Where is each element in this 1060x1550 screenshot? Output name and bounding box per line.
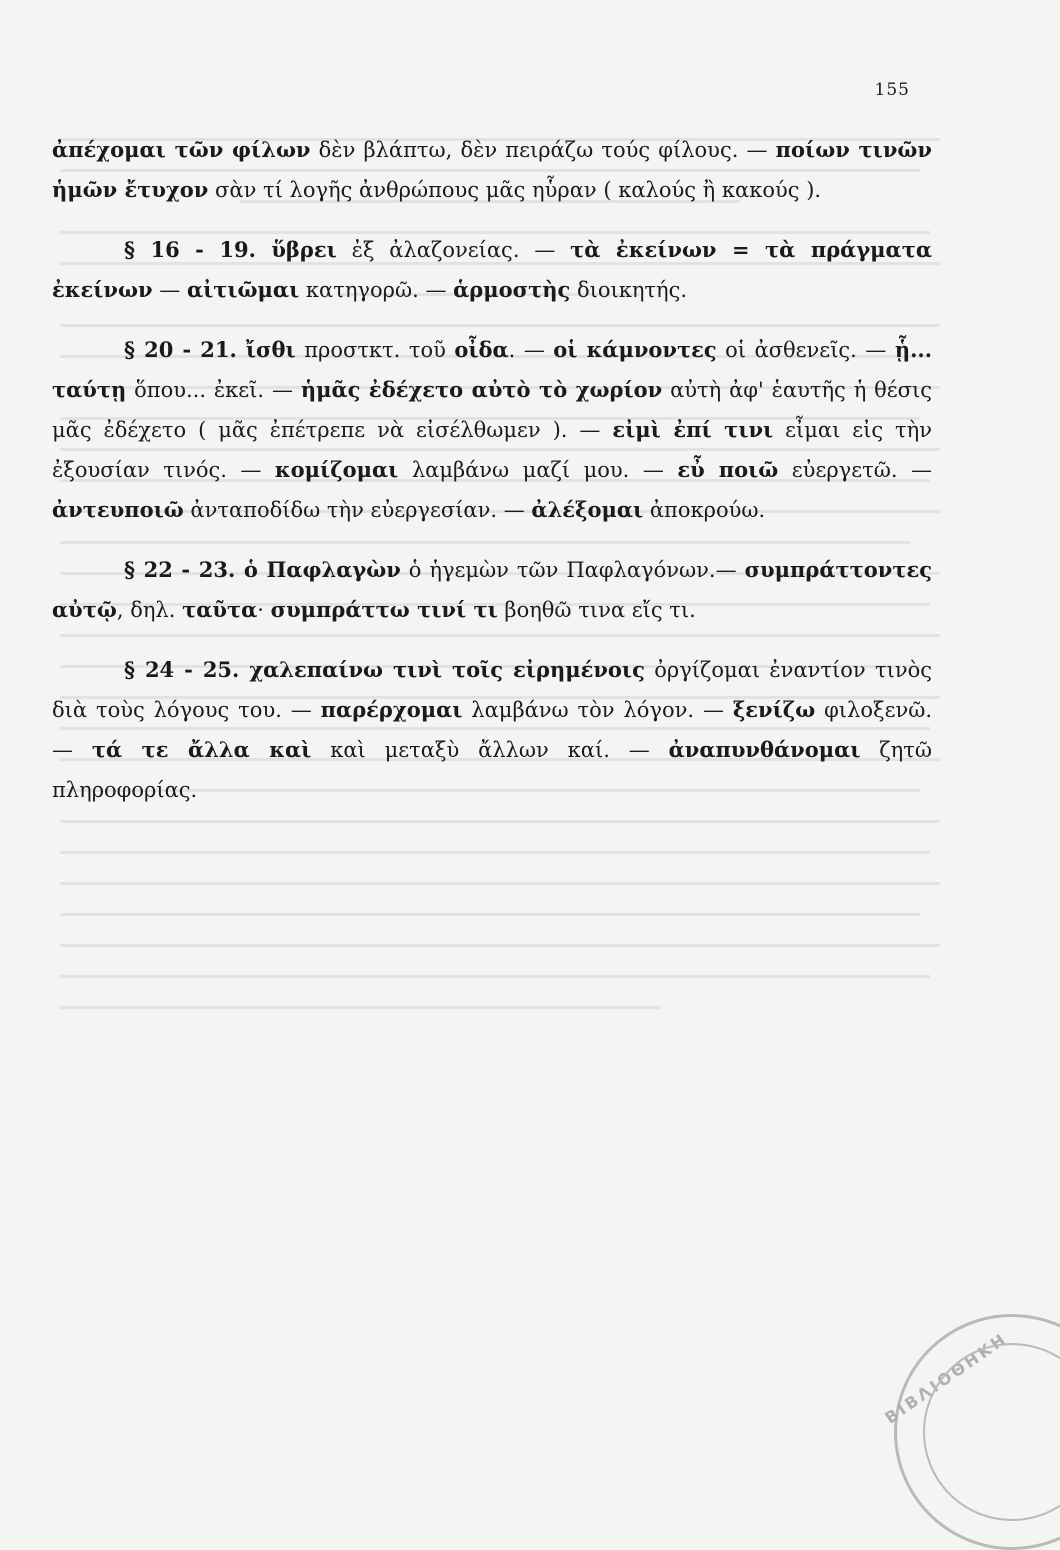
gloss-text: καὶ μεταξὺ ἄλλων καί. —	[311, 738, 669, 762]
bold-lemma: ποίων τινῶν ἡμῶν ἔτυχον	[52, 137, 932, 202]
bold-lemma: εὖ ποιῶ	[677, 457, 779, 482]
gloss-text: διοικητής.	[570, 278, 688, 302]
bold-lemma: ἡμᾶς ἐδέχετο αὐτὸ τὸ χωρίον	[300, 377, 663, 402]
gloss-text: ζητῶ πληροφορίας.	[52, 738, 932, 802]
stamp-lettering: ΒΙΒΛΙΟΘΗΚΗ	[881, 1328, 1012, 1428]
bold-lemma: ὁ Παφλαγὼν	[243, 557, 401, 582]
gloss-text: , δηλ.	[116, 598, 183, 622]
gloss-text: λαμβάνω τὸν λόγον. —	[462, 698, 733, 722]
bold-lemma: τά τε ἄλλα καὶ	[91, 737, 312, 762]
bold-lemma: ἀλέξομαι	[531, 497, 644, 522]
bold-lemma: ἴσθι	[245, 337, 296, 362]
bold-lemma: ταῦτα	[182, 597, 258, 622]
bold-lemma: συμπράττοντες αὐτῷ	[52, 557, 933, 622]
gloss-text: κατηγορῶ. —	[299, 278, 454, 302]
paragraph	[52, 230, 932, 310]
paragraph	[52, 130, 932, 210]
gloss-text: . —	[508, 338, 554, 362]
gloss-text: ὀργίζομαι ἐναντίον τινὸς διὰ τοὺς λόγους του. —	[52, 658, 933, 722]
commentary-text	[52, 130, 932, 830]
library-stamp	[881, 1314, 1060, 1550]
paragraph	[52, 330, 932, 530]
gloss-text: λαμβάνω μαζί μου. —	[398, 458, 678, 482]
page-number: 155	[874, 80, 910, 100]
bold-lemma: αἰτιῶμαι	[186, 277, 300, 302]
bold-lemma: § 16 - 19.	[124, 237, 272, 262]
gloss-text: ·	[257, 598, 271, 622]
bold-lemma: ἀπέχομαι τῶν φίλων	[52, 137, 311, 162]
paragraph	[52, 650, 932, 810]
gloss-text: δὲν βλάπτω, δὲν πειράζω τούς φίλους. —	[310, 138, 776, 162]
gloss-text: εὐεργετῶ. —	[778, 458, 933, 482]
gloss-text: —	[152, 278, 187, 302]
bold-lemma: ᾗ... ταύτῃ	[52, 337, 933, 402]
bold-lemma: παρέρχομαι	[320, 697, 463, 722]
gloss-text: αὐτὴ ἀφ' ἑαυτῆς ἡ θέσις μᾶς ἐδέχετο ( μᾶς ἐπέτρεπε νὰ εἰσέλθωμεν ). —	[52, 378, 932, 442]
bold-lemma: § 22 - 23.	[124, 557, 244, 582]
gloss-text: προστκτ. τοῦ	[295, 338, 455, 362]
gloss-text: εἶμαι εἰς τὴν ἐξουσίαν τινός. —	[52, 418, 932, 482]
bold-lemma: τὰ ἐκείνων = τὰ πράγματα ἐκείνων	[52, 237, 932, 302]
bold-lemma: ξενίζω	[732, 697, 816, 722]
bold-lemma: οἱ κάμνοντες	[553, 337, 717, 362]
gloss-text: βοηθῶ τινα εἴς τι.	[497, 598, 696, 622]
bold-lemma: ἀναπυνθάνομαι	[668, 737, 861, 762]
bold-lemma: ἁρμοστὴς	[453, 277, 571, 302]
gloss-text: σὰν τί λογῆς ἀνθρώπους μᾶς ηὗραν ( καλούς ἢ κακούς ).	[208, 178, 822, 202]
bold-lemma: ὕβρει	[271, 237, 337, 262]
bold-lemma: οἶδα	[454, 337, 509, 362]
gloss-text: οἱ ἀσθενεῖς. —	[716, 338, 895, 362]
gloss-text: ἀνταποδίδω τὴν εὐεργεσίαν. —	[183, 498, 532, 522]
gloss-text: ὁ ἡγεμὼν τῶν Παφλαγόνων.—	[400, 558, 745, 582]
bold-lemma: § 20 - 21.	[124, 337, 246, 362]
bold-lemma: συμπράττω τινί τι	[270, 597, 498, 622]
bold-lemma: ἀντευποιῶ	[52, 497, 184, 522]
gloss-text: ἐξ ἀλαζονείας. —	[336, 238, 571, 262]
gloss-text: ὅπου... ἐκεῖ. —	[126, 378, 301, 402]
paragraph	[52, 550, 932, 630]
gloss-text: ἀποκρούω.	[643, 498, 766, 522]
bold-lemma: εἰμὶ ἐπί τινι	[612, 417, 774, 442]
gloss-text: φιλοξενῶ. —	[52, 698, 933, 762]
bold-lemma: κομίζομαι	[274, 457, 399, 482]
bold-lemma: § 24 - 25.	[124, 657, 250, 682]
bold-lemma: χαλεπαίνω τινὶ τοῖς εἰρημένοις	[249, 657, 645, 682]
